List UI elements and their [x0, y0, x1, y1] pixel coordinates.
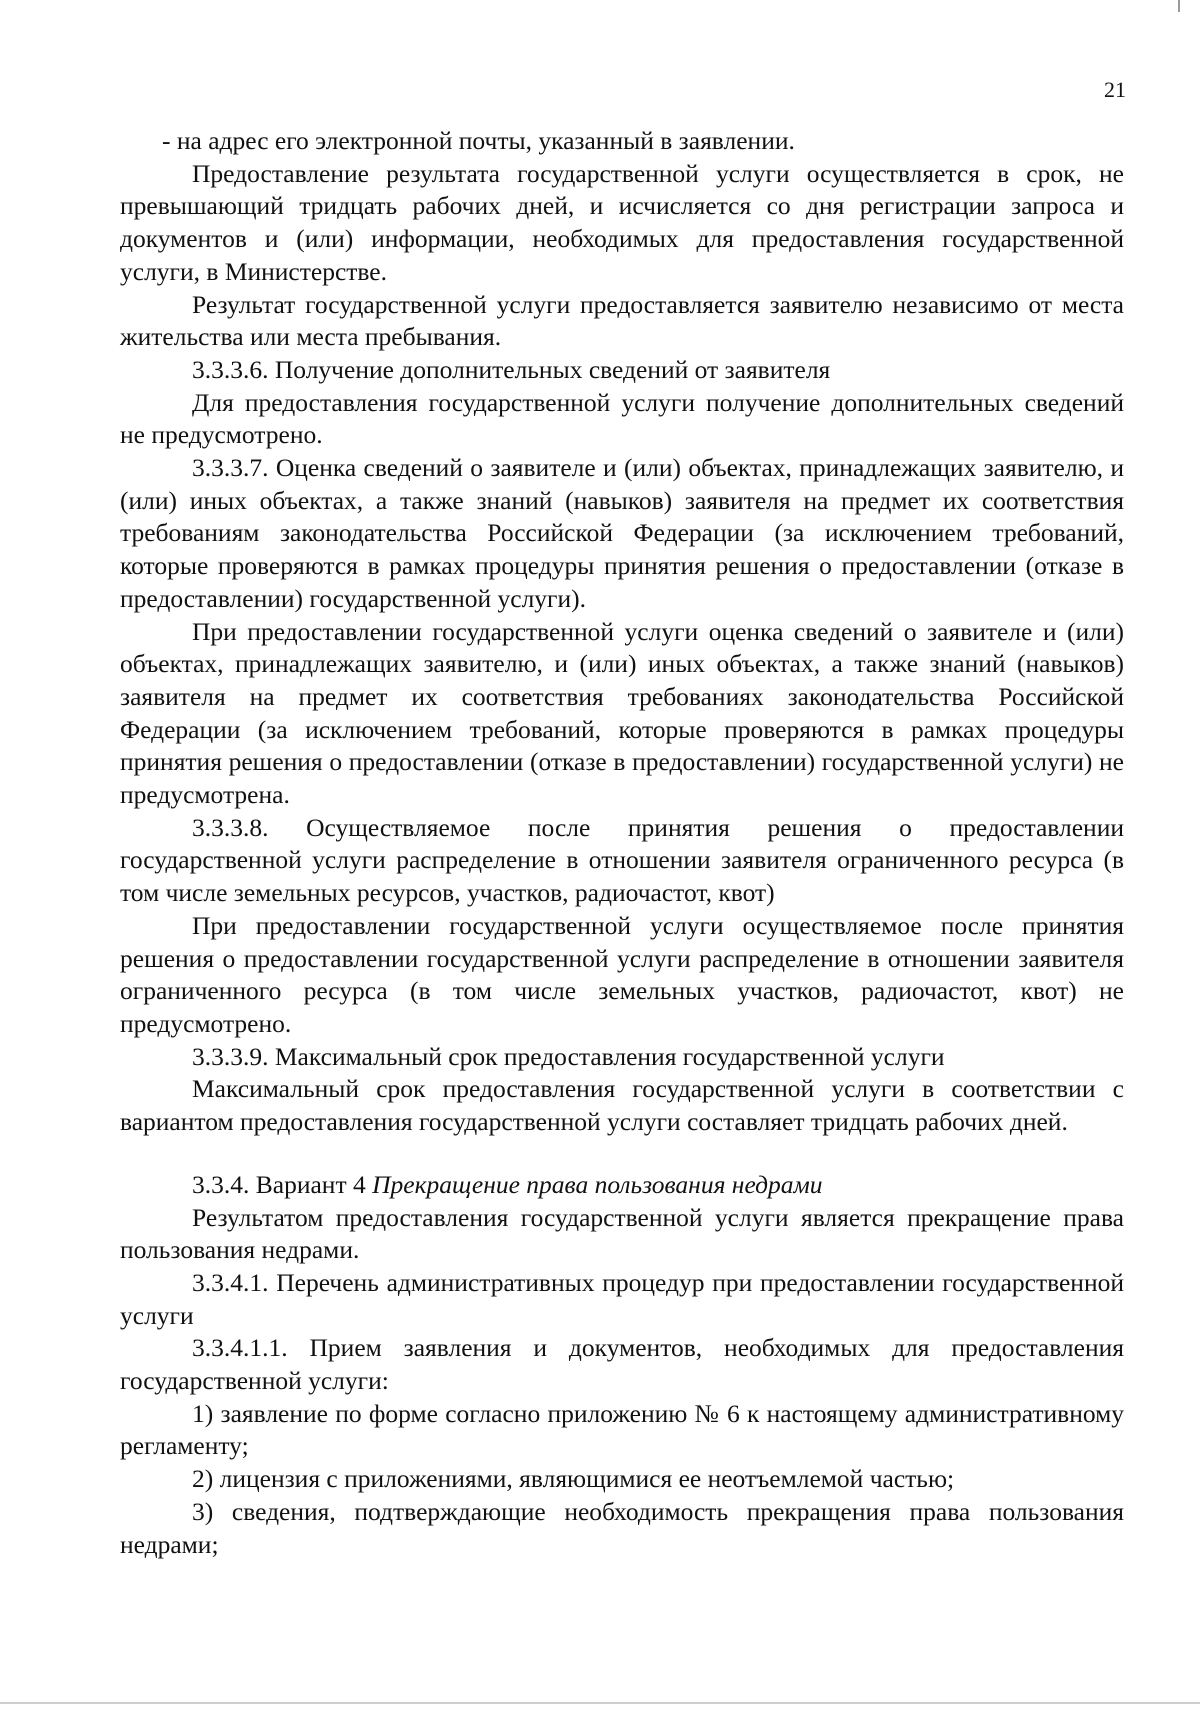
section-heading-3-3-4-1-1: 3.3.4.1.1. Прием заявления и документов, необходимых для предоставления государственной услуги: — [120, 1333, 1124, 1396]
paragraph-resource-not-provided: При предоставлении государственной услуги осуществляемое после принятия решения о предоставлении государственной услуги распределение в отношении заявителя ограниченного ресурса (в том числе земельных участков, радиочастот, квот) не предусмотрено. — [120, 910, 1124, 1038]
scan-mark — [1178, 0, 1180, 12]
paragraph-email-delivery: - на адрес его электронной почты, указанный в заявлении. — [162, 126, 795, 155]
section-heading-3-3-3-7: 3.3.3.7. Оценка сведений о заявителе и (или) объектах, принадлежащих заявителю, и (или) иных объектах, а также знаний (навыков) заявителя на предмет их соответствия требованиям законодательства Российской Федерации (за исключением требований, которые проверяются в рамках процедуры принятия решения о предоставлении (отказе в предоставлении) государственной услуги). — [120, 453, 1124, 613]
paragraph-max-term: Максимальный срок предоставления государственной услуги в соответствии с вариантом предоставления государственной услуги составляет тридцать рабочих дней. — [120, 1074, 1124, 1137]
list-item-application: 1) заявление по форме согласно приложению № 6 к настоящему административному регламенту; — [120, 1398, 1124, 1461]
section-heading-3-3-3-6: 3.3.3.6. Получение дополнительных сведений от заявителя — [192, 354, 831, 384]
variant-heading — [120, 1169, 1124, 1202]
paragraph-result-independent: Результат государственной услуги предоставляется заявителю независимо от места жительства или места пребывания. — [120, 289, 1124, 352]
list-item-termination-grounds: 3) сведения, подтверждающие необходимость прекращения права пользования недрами; — [120, 1496, 1124, 1559]
paragraph-assessment-not-provided: При предоставлении государственной услуги оценка сведений о заявителе и (или) объектах, принадлежащих заявителю, и (или) иных объектах, а также знаний (навыков) заявителя на предмет их соответствия требованиях законодательства Российской Федерации (за исключением требований, которые проверяются в рамках процедуры принятия решения о предоставлении (отказе в предоставлении) государственной услуги) не предусмотрена. — [120, 616, 1124, 810]
section-heading-3-3-4-1: 3.3.4.1. Перечень административных процедур при предоставлении государственной услуги — [120, 1267, 1124, 1330]
page-number: 21 — [1104, 77, 1126, 102]
section-heading-3-3-3-9: 3.3.3.9. Максимальный срок предоставления государственной услуги — [192, 1041, 945, 1071]
variant-heading-prefix: 3.3.4. Вариант 4 — [192, 1169, 373, 1199]
variant-heading-title: Прекращение права пользования недрами — [372, 1169, 823, 1199]
document-body — [120, 125, 1124, 1561]
paragraph-result-term: Предоставление результата государственной услуги осуществляется в срок, не превышающий тридцать рабочих дней, и исчисляется со дня регистрации запроса и документов и (или) информации, необходимых для предоставления государственной услуги, в Министерстве. — [120, 158, 1124, 286]
paragraph-variant-result: Результатом предоставления государственной услуги является прекращение права пользования недрами. — [120, 1202, 1124, 1265]
scan-edge — [0, 1702, 1200, 1704]
list-item-license: 2) лицензия с приложениями, являющимися ее неотъемлемой частью; — [192, 1464, 955, 1494]
section-heading-3-3-3-8: 3.3.3.8. Осуществляемое после принятия решения о предоставлении государственной услуги распределение в отношении заявителя ограниченного ресурса (в том числе земельных ресурсов, участков, радиочастот, квот) — [120, 812, 1124, 908]
paragraph-no-additional-info: Для предоставления государственной услуги получение дополнительных сведений не предусмотрено. — [120, 387, 1124, 450]
